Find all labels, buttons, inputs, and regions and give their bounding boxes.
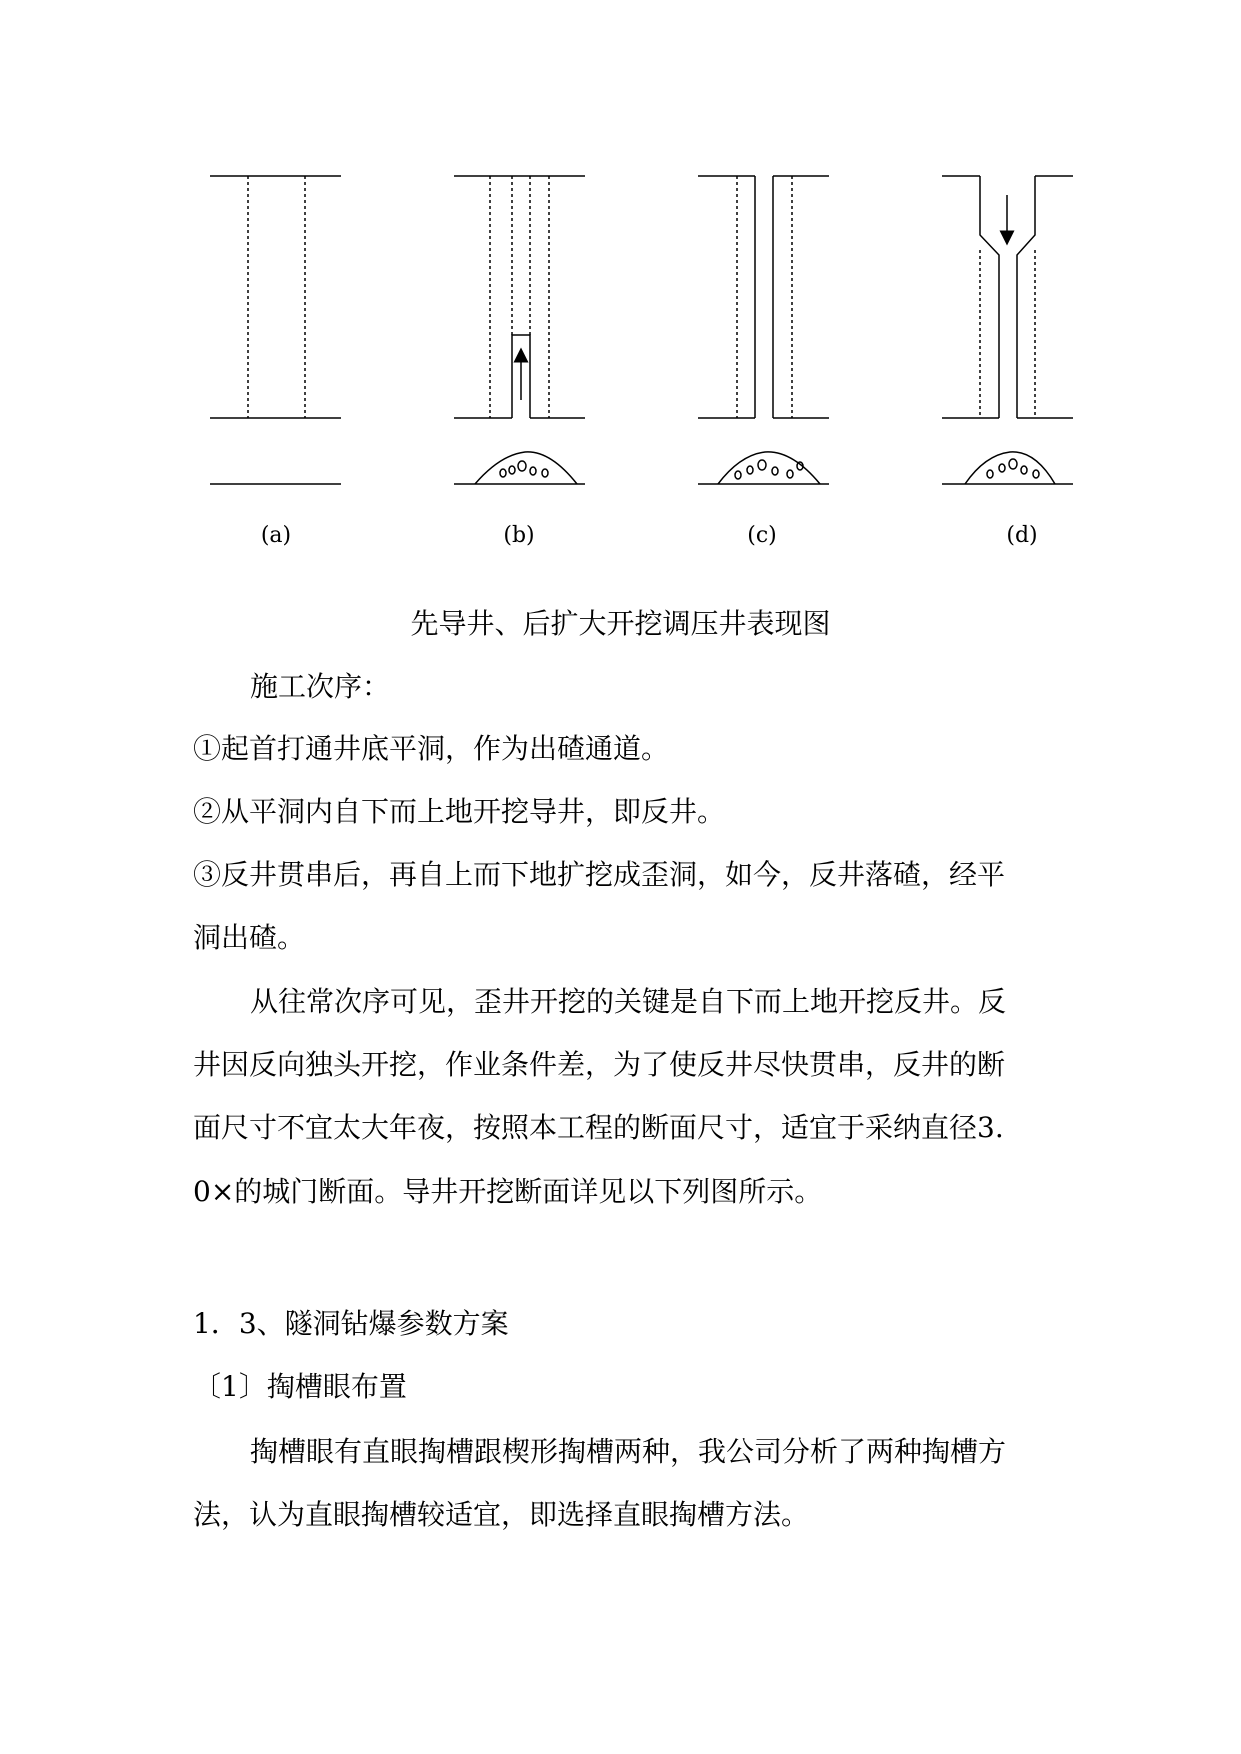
paragraph-2-line-2: 法，认为直眼掏槽较适宜，即选择直眼掏槽方法。 [193,1498,810,1531]
paragraph-1-line-2: 井因反向独头开挖，作业条件差，为了使反井尽快贯串，反井的断 [193,1048,1006,1081]
panel-label-c: (c) [747,523,777,548]
paragraph-1-line-3: 面尺寸不宜太大年夜，按照本工程的断面尺寸，适宜于采纳直径3. [193,1111,1004,1144]
step-3-line-1: ③反井贯串后，再自上而下地扩挖成歪洞，如今，反井落碴，经平 [193,858,1006,891]
sequence-heading: 施工次序： [250,670,391,703]
section-heading: 1．3、隧洞钻爆参数方案 [193,1307,509,1340]
step-1: ①起首打通井底平洞，作为出碴通道。 [193,732,670,765]
paragraph-2-line-1: 掏槽眼有直眼掏槽跟楔形掏槽两种，我公司分析了两种掏槽方 [250,1435,1007,1468]
paragraph-1-line-1: 从往常次序可见，歪井开挖的关键是自下而上地开挖反井。反 [250,985,1007,1018]
shaft-excavation-figure [0,0,1241,560]
step-2: ②从平洞内自下而上地开挖导井，即反井。 [193,795,726,828]
panel-label-b: (b) [503,523,535,548]
figure-caption: 先导井、后扩大开挖调压井表现图 [410,607,831,640]
panel-label-d: (d) [1006,523,1038,548]
panel-a-diagram [210,176,341,484]
subsection-heading: 〔1〕掏槽眼布置 [193,1370,407,1403]
paragraph-1-line-4: 0×的城门断面。导井开挖断面详见以下列图所示。 [193,1175,823,1208]
step-3-line-2: 洞出碴。 [193,921,306,954]
panel-d-diagram [942,176,1073,484]
panel-c-diagram [698,176,829,484]
panel-b-diagram [454,176,585,484]
panel-label-a: (a) [260,523,292,548]
